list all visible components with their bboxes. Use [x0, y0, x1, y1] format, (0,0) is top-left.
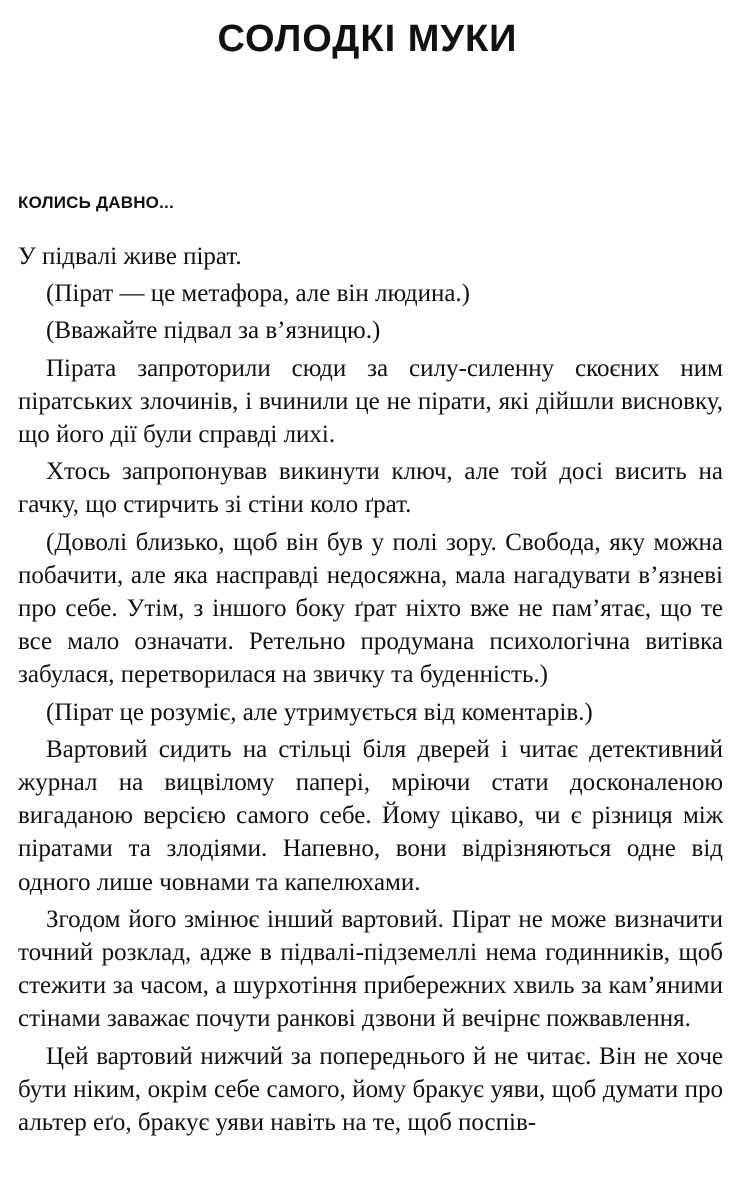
paragraph: Згодом його змінює інший вартовий. Пірат не може визначити точний розклад, адже в підвалі-підземеллі нема годинників, щоб стежити за часом, а шурхотіння прибережних хвиль за кам’яними стінами заважає почути ранкові дзвони й вечірнє пожвавлення.: [18, 905, 723, 1033]
paragraph: (Пірат — це метафора, але він людина.): [46, 280, 471, 308]
paragraph: Вартовий сидить на стільці біля дверей і читає детективний журнал на вицвілому папері, мріючи стати досконаленою вигаданою версією самого себе. Йому цікаво, чи є різниця між піратами та злодіями. Напевно, вони відрізняються одне від одного лише човнами та капелюхами.: [18, 735, 723, 896]
paragraph: (Вважайте підвал за в’язницю.): [46, 317, 381, 345]
paragraph: Пірата запроторили сюди за силу-силенну скоєних ним піратських злочинів, і вчинили це не пірати, які дійшли висновку, що його дії були справді лихі.: [18, 354, 723, 449]
body-text: [18, 240, 723, 1143]
paragraph: Хтось запропонував викинути ключ, але той досі висить на гачку, що стирчить зі стіни коло ґрат.: [18, 458, 723, 519]
section-heading: КОЛИСЬ ДАВНО...: [18, 193, 174, 212]
paragraph: (Пірат це розуміє, але утримується від коментарів.): [46, 698, 593, 726]
paragraph: (Доволі близько, щоб він був у полі зору. Свобода, яку можна побачити, але яка насправді недосяжна, мала нагадувати в’язневі про себе. Утім, з іншого боку ґрат ніхто вже не пам’ятає, що те все мало означати. Ретельно продумана психологічна витівка забулася, перетворилася на звичку та буденність.): [18, 528, 723, 689]
paragraph: Цей вартовий нижчий за попереднього й не читає. Він не хоче бути ніким, окрім себе самого, йому бракує уяви, щоб думати про альтер еґо, бракує уяви навіть на те, щоб поспів-: [18, 1042, 723, 1137]
chapter-title: СОЛОДКІ МУКИ: [217, 18, 518, 60]
paragraph: У підвалі живе пірат.: [18, 243, 242, 270]
